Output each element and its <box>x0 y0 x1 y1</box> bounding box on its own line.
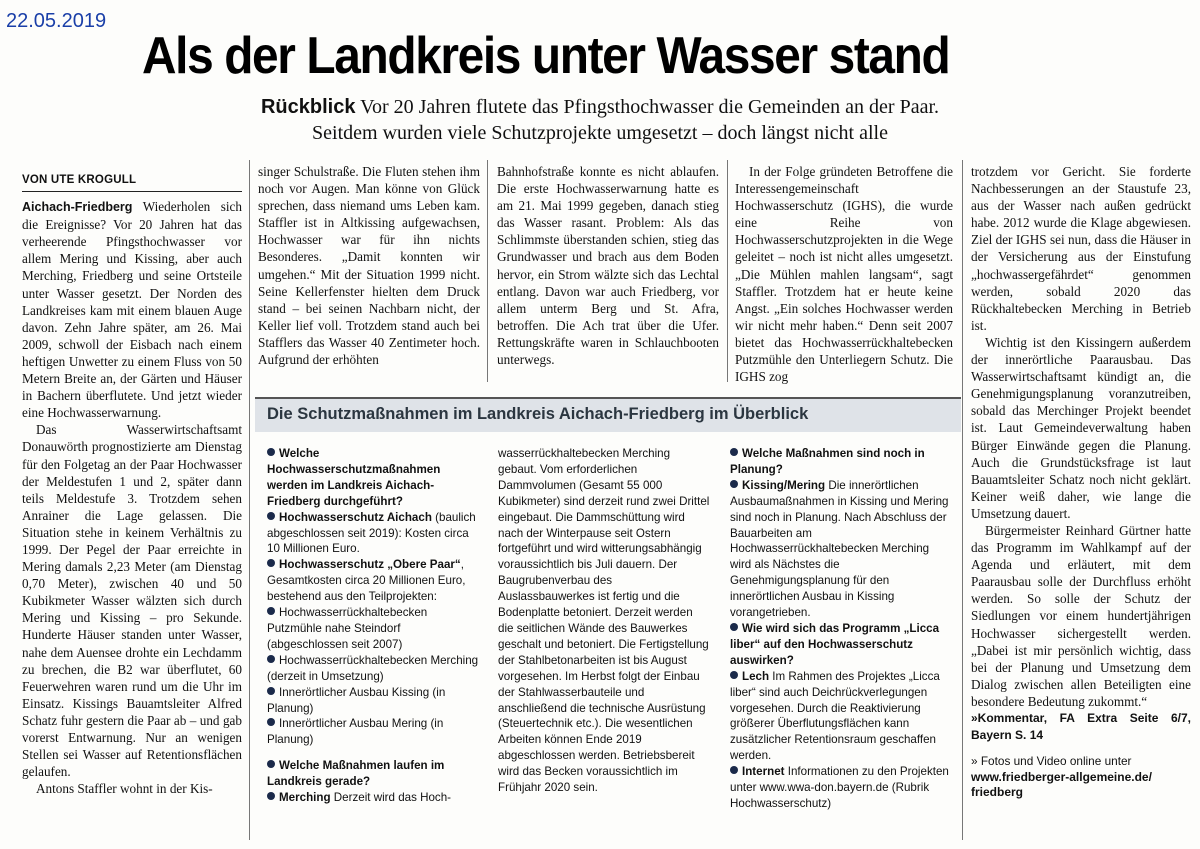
info-box-header <box>255 397 961 432</box>
bullet-icon <box>267 792 275 800</box>
column-4-paragraph-1: In der Folge gründeten Betroffene die Interessengemeinschaft Hochwasserschutz (IGHS), die wurde eine Reihe von Hochwasserschutzprojekten in die Wege geleitet – noch ist nicht alles umgesetzt. „Die Mühlen mahlen langsam“, sagt Staffler. Trotzdem hat er heute keine Angst. „Ein solches Hochwasser werden wir nicht mehr haben.“ Denn seit 2007 bietet das Hochwasserrückhaltebecken Putzmühle den Unterliegern Schutz. Die IGHS zog <box>735 164 953 385</box>
info-box-body-text: wasserrückhaltebecken Merching gebaut. Vom erforderlichen Dammvolumen (Gesamt 55 000 Kubikmeter) sind derzeit rund zwei Drittel eingebaut. Die Dammschüttung wird nach der Winterpause seit Ostern fortgeführt und wird witterungsabhängig voraussichtlich bis Juli dauern. Der Baugrubenverbau des Auslassbauwerkes ist fertig und die Bodenplatte betoniert. Derzeit werden die seitlichen Wände des Bauwerkes geschalt und betoniert. Die Fertigstellung der Stahlbetonarbeiten ist bis August vorgesehen. Im Herbst folgt der Einbau der Stahlwasserbauteile und anschließend die technische Ausrüstung (Steuertechnik etc.). Die wesentlichen Arbeiten können Ende 2019 abgeschlossen werden. Betriebsbereit wird das Becken voraussichtlich im Frühjahr 2020 sein. <box>498 447 710 795</box>
bullet-icon <box>267 687 275 695</box>
info-box-title: Die Schutzmaßnahmen im Landkreis Aichach-Friedberg im Überblick <box>267 405 809 423</box>
bullet-icon <box>267 655 275 663</box>
info-box-column-3 <box>730 446 952 812</box>
column-divider <box>249 160 250 840</box>
column-5-paragraph-2: Wichtig ist den Kissingern außerdem der innerörtliche Paarausbau. Das Wasserwirtschaftsamt kündigt an, die Genehmigungsplanung voranzutreiben, sobald das Merchinger Projekt beendet ist. Laut Gemeindeverwaltung haben Bürger Einwände gegen die Planung. Auch die Grundstücksfrage ist laut Bauamtsleiter Schatz noch nicht geklärt. Keiner weiß daher, wie lange die Umsetzung dauert. <box>971 334 1191 521</box>
item-text: Informationen zu den Projekten unter www.wwa-don.bayern.de (Rubrik Hochwasserschutz) <box>730 765 949 810</box>
item-text: , Gesamtkosten circa 20 Millionen Euro, bestehend aus den Teilprojekten: <box>267 558 466 604</box>
bullet-icon <box>730 766 738 774</box>
scan-date-stamp: 22.05.2019 <box>6 10 107 32</box>
article-column-4 <box>735 163 953 385</box>
question-3: Welche Maßnahmen sind noch in Planung? <box>730 447 925 476</box>
online-url: www.friedberger-allgemeine.de/ friedberg <box>971 769 1152 800</box>
column-2-paragraph-1: singer Schulstraße. Die Fluten stehen ihm noch vor Augen. Man könne von Glück sprechen, dass niemand ums Leben kam. Staffler ist in Altkissing aufgewachsen, Hochwasser war für ihn nichts Besonderes. „Damit konnten wir umgehen.“ Mit der Situation 1999 nicht. Seine Kellerfenster hielten dem Druck stand – bei seinen Nachbarn nicht, der Keller lief voll. Trotzdem stand auch bei Stafflers das Wasser 40 Zentimeter hoch. Aufgrund der erhöhten <box>258 164 480 368</box>
bullet-icon <box>730 671 738 679</box>
article-column-3 <box>497 163 719 368</box>
bullet-icon <box>730 480 738 488</box>
bullet-icon <box>267 760 275 768</box>
item-label: Hochwasserschutz „Obere Paar“ <box>279 558 461 572</box>
item-label: Merching <box>279 791 331 805</box>
subhead-line-2: Seitdem wurden viele Schutzprojekte umgesetzt – doch längst nicht alle <box>312 122 888 144</box>
item-label: Hochwasserschutz Aichach <box>279 510 432 524</box>
sub-item: Innerörtlicher Ausbau Mering (in Planung) <box>267 717 444 747</box>
sub-item: Innerörtlicher Ausbau Kissing (in Planung) <box>267 685 446 715</box>
headline: Als der Landkreis unter Wasser stand <box>142 27 950 85</box>
column-5-paragraph-3: Bürgermeister Reinhard Gürtner hatte das Programm im Wahlkampf auf der Agenda und erläutert, mit dem Paarausbau solle der Durchfluss erhöht werden. So solle der Schutz der Siedlungen vor einem hundertjährigen Hochwasser sichergestellt werden. „Dabei ist mir persönlich wichtig, dass bei der Planung und Umsetzung dem Dialog zwischen allen Beteiligten eine besondere Bedeutung zukommt.“ <box>971 522 1191 709</box>
column-divider <box>487 160 488 382</box>
sub-item: Hochwasserrückhaltebecken Putzmühle nahe Steindorf (abgeschlossen seit 2007) <box>267 606 428 651</box>
bullet-icon <box>267 512 275 520</box>
item-text: Im Rahmen des Projektes „Licca liber“ sind auch Deichrückverlegungen vorgesehen. Durch die Reaktivierung größerer Überflutungsflächen kann zusätzlicher Retentionsraum geschaffen werden. <box>730 669 940 763</box>
subhead-kicker: Rückblick <box>260 96 356 118</box>
question-2: Welche Maßnahmen laufen im Landkreis gerade? <box>267 759 445 789</box>
column-divider <box>962 160 963 840</box>
item-label: Kissing/Mering <box>742 478 826 492</box>
bullet-icon <box>267 607 275 615</box>
byline: VON UTE KROGULL <box>22 172 242 192</box>
bullet-icon <box>267 559 275 567</box>
item-label: Internet <box>742 765 785 779</box>
question-1: Welche Hochwasserschutzmaßnahmen werden im Landkreis Aichach-Friedberg durchgeführt? <box>267 447 441 508</box>
subheadline <box>200 94 1000 146</box>
item-label: Lech <box>742 669 770 683</box>
bullet-icon <box>267 448 275 456</box>
column-1-paragraph-1: Wiederholen sich die Ereignisse? Vor 20 Jahren hat das verheerende Pfingsthochwasser vor allem Mering und Kissing, aber auch Merching, Friedberg und seine Ortsteile unter Wasser gesetzt. Der Norden des Landkreises kam mit einem blauen Auge davon. Zehn Jahre später, am 26. Mai 2009, schwoll der Eisbach nach einem heftigen Unwetter zu einem Fluss von 50 Metern Breite an, der Gärten und Häuser in Bachern überflutete. Und jetzt wieder eine Hochwasserwarnung. <box>22 199 242 421</box>
cross-reference: »Kommentar, FA Extra Seite 6/7, Bayern S. 14 <box>971 711 1191 743</box>
article-column-1 <box>22 172 242 797</box>
subhead-line-1: Vor 20 Jahren flutete das Pfingsthochwasser die Gemeinden an der Paar. <box>360 96 940 118</box>
info-box-column-2 <box>498 446 710 796</box>
item-text: Die innerörtlichen Ausbaumaßnahmen in Kissing und Mering sind noch in Planung. Nach Abschluss der Bauarbeiten am Hochwasserrückhaltebecken Merching wird als Nächstes die Genehmigungsplanung für den innerörtlichen Ausbau in Kissing vorangetrieben. <box>730 478 949 620</box>
column-1-paragraph-2: Das Wasserwirtschaftsamt Donauwörth prognostizierte am Dienstag für den Folgetag an der Paar Hochwasser der Meldestufen 1 und 2, später dann teils Meldestufe 3. Trotzdem sehen Anrainer die Lage gelassen. Die Situation stehe in keinem Verhältnis zu 1999. Der Pegel der Paar erreichte in Mering damals 2,23 Meter (am Dienstag 0,70 Meter), zwischen 40 und 50 Kubikmeter Wasser wälzten sich durch Mering und Kissing – pro Sekunde. Hunderte Häuser standen unter Wasser, nahe dem Auensee drohte ein Lechdamm zu brechen, die B2 war überflutet, 60 Feuerwehren waren rund um die Uhr im Einsatz. Kissings Bauamtsleiter Alfred Schatz fuhr gestern die Paar ab – und gab vorerst Entwarnung. Nur an wenigen Stellen sei Wasser auf Retentionsflächen gelaufen. <box>22 422 242 780</box>
bullet-icon <box>730 623 738 631</box>
bullet-icon <box>267 718 275 726</box>
item-text: Derzeit wird das Hoch- <box>330 791 452 805</box>
column-divider <box>727 160 728 382</box>
column-3-paragraph-1: Bahnhofstraße konnte es nicht ablaufen. Die erste Hochwasserwarnung hatte es am 21. Mai 1999 gegeben, danach stieg das Wasser rasant. Problem: Als das Schlimmste überstanden schien, stieg das Grundwasser und brach aus dem Boden hervor, ein Strom wälzte sich das Lechtal entlang. Davon war auch Friedberg, vor allem unterm Berg und St. Afra, betroffen. Die Ach trat über die Ufer. Rettungskräfte waren in Schlauchbooten unterwegs. <box>497 164 719 368</box>
item-text: (baulich abgeschlossen seit 2019): Kosten circa 10 Millionen Euro. <box>267 510 476 556</box>
bullet-icon <box>730 448 738 456</box>
column-1-paragraph-3: Antons Staffler wohnt in der Kis- <box>36 781 213 797</box>
column-5-paragraph-1: trotzdem vor Gericht. Sie forderte Nachbesserungen an der Staustufe 23, aus der Wasser nach außen gedrückt habe. 2012 wurde die Klage abgewiesen. Ziel der IGHS sei nun, dass die Häuser in der Versicherung aus der Einstufung „hochwassergefährdet“ genommen werden, sobald 2020 das Rückhaltebecken Merching in Betrieb ist. <box>971 164 1191 333</box>
question-4: Wie wird sich das Programm „Licca liber“ auf den Hochwasserschutz auswirken? <box>730 621 940 667</box>
info-box-column-1 <box>267 446 479 806</box>
online-note: » Fotos und Video online unter <box>971 754 1132 769</box>
dateline: Aichach-Friedberg <box>22 200 133 215</box>
sub-item: Hochwasserrückhaltebecken Merching (derzeit in Umsetzung) <box>267 653 479 683</box>
article-column-2 <box>258 163 480 368</box>
info-box <box>255 397 961 842</box>
article-column-5 <box>971 163 1191 801</box>
